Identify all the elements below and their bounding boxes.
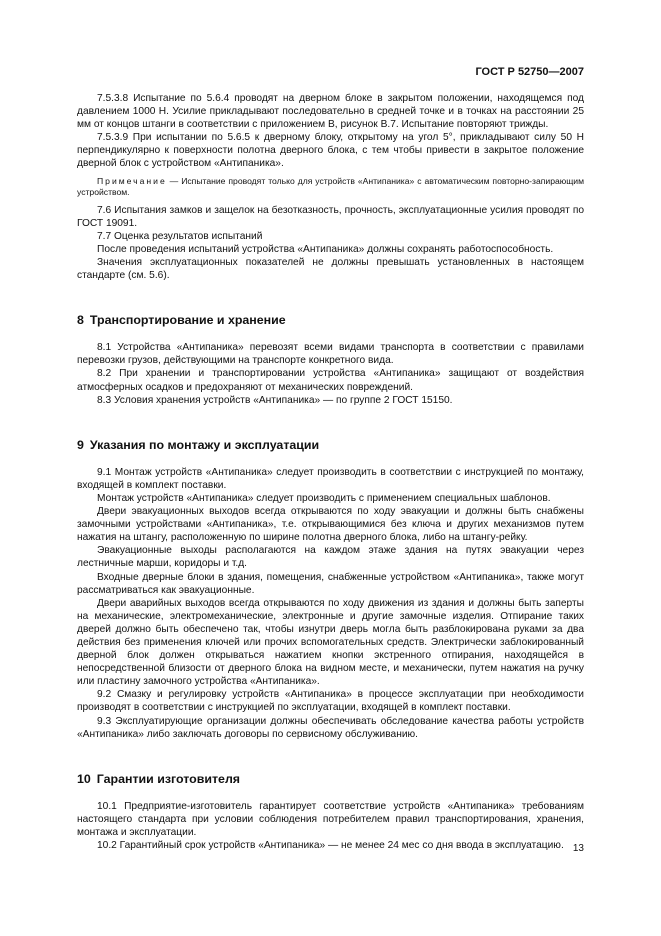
paragraph-7-5-3-8: 7.5.3.8 Испытание по 5.6.4 проводят на дверном блоке в закрытом положении, находящемся под давлением 1000 Н. Усилие прикладывают последовательно в средней точке и в точках на расстоянии 25 мм от концов штанги в соответствии с приложением В, рисунок В.7. Испытание повторяют трижды. — [77, 93, 584, 131]
paragraph-7-7: 7.7 Оценка результатов испытаний — [97, 230, 263, 242]
note-text: — Испытание проводят только для устройств «Антипаника» с автоматическим повторно-запирающим устройством. — [77, 175, 584, 198]
document-body — [77, 92, 584, 852]
section-8-number: 8 — [77, 313, 84, 328]
document-header: ГОСТ Р 52750—2007 — [475, 66, 584, 78]
section-10-number: 10 — [77, 771, 91, 786]
paragraph-9-2: 9.2 Смазку и регулировку устройств «Антипаника» в процессе эксплуатации при необходимости производят в соответствии с инструкцией по эксплуатации, входящей в комплект поставки. — [77, 689, 584, 714]
section-9-heading — [77, 439, 584, 452]
paragraph-7-5-3-9: 7.5.3.9 При испытании по 5.6.5 к дверному блоку, открытому на угол 5°, прикладывают силу 50 Н перпендикулярно к поверхности полотна дверного блока, с тем чтобы привести в закрытое положение дверной блок с устройством «Антипаника». — [77, 132, 584, 170]
section-10-title: Гарантии изготовителя — [96, 771, 241, 786]
paragraph-9-1-b: Двери эвакуационных выходов всегда открываются по ходу эвакуации и должны быть снабжены замочными устройствами «Антипаника», т.е. открывающимися без ключа и других механизмов путем нажатия на штангу, расположенную по ширине полотна дверного блока, либо на штангу-рейку. — [77, 506, 584, 544]
section-10-heading — [77, 773, 584, 786]
paragraph-9-1-d: Входные дверные блоки в здания, помещения, снабженные устройством «Антипаника», также могут рассматриваться как эвакуационные. — [77, 571, 584, 596]
paragraph-10-1: 10.1 Предприятие-изготовитель гарантирует соответствие устройств «Антипаника» требованиям настоящего стандарта при условии соблюдения потребителем правил транспортирования, хранения, монтажа и эксплуатации. — [77, 800, 584, 839]
paragraph-7-7-b: Значения эксплуатационных показателей не должны превышать установленных в настоящем стандарте (см. 5.6). — [77, 256, 584, 282]
paragraph-7-7-a: После проведения испытаний устройства «Антипаника» должны сохранять работоспособность. — [97, 243, 554, 255]
section-9-title: Указания по монтажу и эксплуатации — [89, 437, 320, 452]
paragraph-9-1-e: Двери аварийных выходов всегда открываются по ходу движения из здания и должны быть заперты на механические, электромеханические, электронные и другие замочные изделия. Отпирание таких дверей должно быть обеспечено так, чтобы изнутри дверь могла быть разблокирована руками за два действия без применения ключей или прочих вспомогательных средств. Электрически заблокированный дверной блок должен открываться нажатием кнопки экстренного отпирания, находящейся в непосредственной близости от дверного блока на видном месте, и механически, путем нажатия на ручку или пластину замочного устройства «Антипаника». — [77, 597, 584, 688]
paragraph-7-6: 7.6 Испытания замков и защелок на безотказность, прочность, эксплуатационные усилия проводят по ГОСТ 19091. — [77, 204, 584, 229]
paragraph-8-1: 8.1 Устройства «Антипаника» перевозят всеми видами транспорта в соответствии с правилами перевозки грузов, действующими на транспорте конкретного вида. — [77, 342, 584, 367]
note — [77, 176, 584, 199]
note-label: Примечание — [97, 175, 167, 186]
paragraph-9-1-c: Эвакуационные выходы располагаются на каждом этаже здания на путях эвакуации через лестничные марши, коридоры и т.д. — [77, 545, 584, 570]
paragraph-8-2: 8.2 При хранении и транспортировании устройства «Антипаника» защищают от воздействия атмосферных осадков и предохраняют от механических повреждений. — [77, 368, 584, 393]
paragraph-9-3: 9.3 Эксплуатирующие организации должны обеспечивать обследование качества работы устройств «Антипаника» либо заключать договоры по сервисному обслуживанию. — [77, 715, 584, 740]
paragraph-8-3: 8.3 Условия хранения устройств «Антипаника» — по группе 2 ГОСТ 15150. — [97, 394, 453, 406]
page-number: 13 — [572, 843, 584, 854]
section-9-number: 9 — [77, 437, 84, 452]
section-8-title: Транспортирование и хранение — [89, 313, 286, 328]
section-8-heading — [77, 314, 584, 327]
paragraph-9-1: 9.1 Монтаж устройств «Антипаника» следует производить в соответствии с инструкцией по монтажу, входящей в комплект поставки. — [77, 466, 584, 491]
paragraph-10-2: 10.2 Гарантийный срок устройств «Антипаника» — не менее 24 мес со дня ввода в эксплуатацию. — [97, 840, 564, 852]
paragraph-9-1-a: Монтаж устройств «Антипаника» следует производить с применением специальных шаблонов. — [97, 492, 551, 504]
